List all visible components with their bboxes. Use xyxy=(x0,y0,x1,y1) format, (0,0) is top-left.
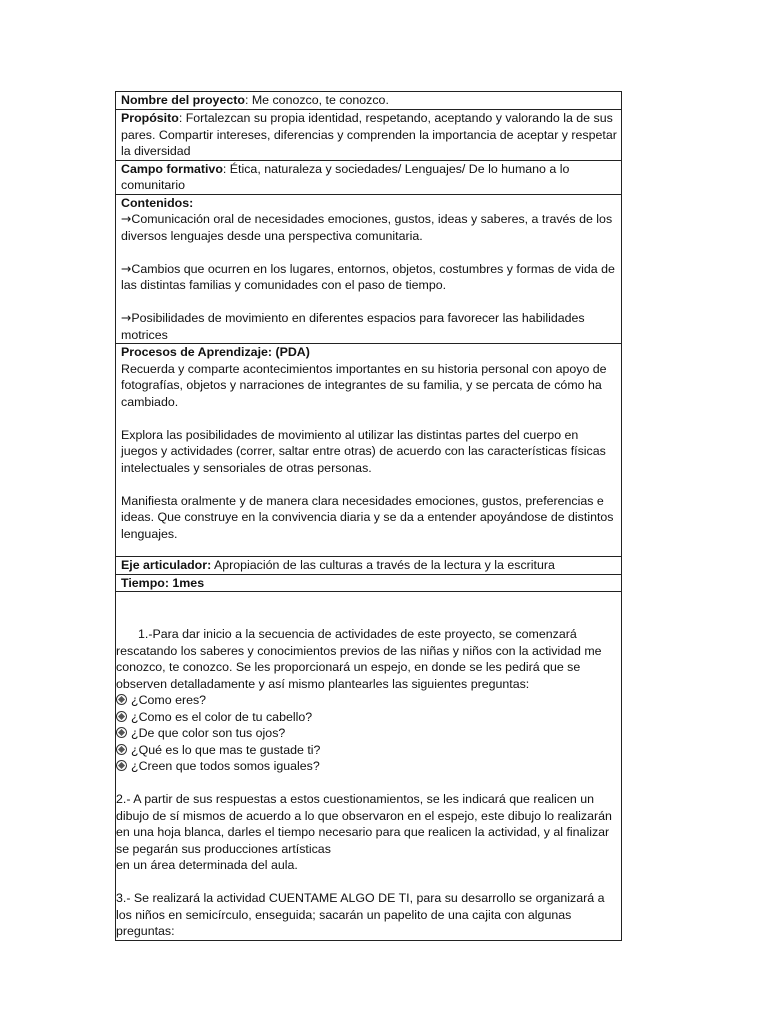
cell-activities xyxy=(116,592,622,941)
field-value: : Ética, naturaleza y sociedades/ Lenguajes/ De lo humano a lo comunitario xyxy=(121,161,570,192)
cell-contents xyxy=(116,194,622,344)
row-pda xyxy=(116,344,622,557)
bullet-icon xyxy=(116,711,127,722)
axis-label: Eje articulador: xyxy=(121,558,212,572)
list-item: ¿Como eres? xyxy=(116,692,619,709)
contents-label: Contenidos: xyxy=(121,195,194,210)
pda-label: Procesos de Aprendizaje: (PDA) xyxy=(121,345,310,359)
row-activities xyxy=(116,592,622,941)
content-item: →Posibilidades de movimiento en diferentes espacios para favorecer las habilidades motrices xyxy=(121,310,585,342)
row-project-name xyxy=(116,92,622,110)
pda-item: Recuerda y comparte acontecimientos importantes en su historia personal con apoyo de fotografías, objetos y narraciones de integrantes de su familia, y se percata de cómo ha cambiado. xyxy=(121,361,607,409)
bullet-icon xyxy=(116,694,127,705)
purpose-value: : Fortalezcan su propia identidad, respetando, aceptando y valorando la de sus pares. Compartir intereses, diferencias y comprenden la importancia de aceptar y respetar la diversidad xyxy=(121,111,617,158)
bullet-icon xyxy=(116,744,127,755)
project-name-value: : Me conozco, te conozco. xyxy=(244,93,389,107)
cell-pda xyxy=(116,344,622,557)
pda-item: Manifiesta oralmente y de manera clara necesidades emociones, gustos, preferencias e ideas. Que construye en la convivencia diaria y se da a entender apoyándose de distintos lenguajes. xyxy=(121,493,614,541)
activity-1: 1.-Para dar inicio a la secuencia de actividades de este proyecto, se comenzará rescatando los saberes y conocimientos previos de las niñas y niños con la actividad me conozco, te conozco. Se les proporcionará un espejo, en donde se les pedirá que se observen detalladamente y así mismo plantearles las siguientes preguntas: xyxy=(116,627,602,691)
content-item: →Cambios que ocurren en los lugares, entornos, objetos, costumbres y formas de vida de las distintas familias y comunidades con el paso de tiempo. xyxy=(121,260,615,292)
pda-item: Explora las posibilidades de movimiento al utilizar las distintas partes del cuerpo en juegos y actividades (correr, saltar entre otras) de acuerdo con las características físicas intelectuales y sensoriales de otras personas. xyxy=(121,427,606,475)
arrow-icon: → xyxy=(121,211,132,226)
row-contents xyxy=(116,194,622,344)
cell-time xyxy=(116,574,622,592)
purpose-label: Propósito xyxy=(121,111,179,125)
axis-value: Apropiación de las culturas a través de la lectura y la escritura xyxy=(211,558,555,572)
activity-2-continued: en un área determinada del aula. xyxy=(116,858,298,872)
row-purpose xyxy=(116,110,622,161)
row-axis xyxy=(116,557,622,575)
cell-axis xyxy=(116,557,622,575)
project-name-label: Nombre del proyecto xyxy=(121,93,245,107)
list-item: ¿Creen que todos somos iguales? xyxy=(116,758,619,775)
arrow-icon: → xyxy=(121,310,132,325)
project-plan-table xyxy=(115,91,622,941)
activity-3: 3.- Se realizará la actividad CUENTAME ALGO DE TI, para su desarrollo se organizará a los niños en semicírculo, enseguida; sacarán un papelito de una cajita con algunas preguntas: xyxy=(116,891,605,938)
row-field xyxy=(116,160,622,194)
activity-2: 2.- A partir de sus respuestas a estos cuestionamientos, se les indicará que realicen un dibujo de sí mismos de acuerdo a lo que observaron en el espejo, este dibujo lo realizarán en una hoja blanca, darles el tiempo necesario para que realicen la actividad, y al finalizar se pegarán sus producciones artísticas xyxy=(116,792,612,856)
field-label: Campo formativo xyxy=(121,161,223,176)
time-label: Tiempo: 1mes xyxy=(121,575,205,590)
list-item: ¿Como es el color de tu cabello? xyxy=(116,709,619,726)
question-list xyxy=(116,692,619,775)
bullet-icon xyxy=(116,760,127,771)
cell-project-name xyxy=(116,92,622,110)
arrow-icon: → xyxy=(121,260,132,276)
bullet-icon xyxy=(116,727,127,738)
cell-field xyxy=(116,160,622,194)
cell-purpose xyxy=(116,110,622,161)
list-item: ¿De que color son tus ojos? xyxy=(116,725,619,742)
content-item: →Comunicación oral de necesidades emociones, gustos, ideas y saberes, a través de los diversos lenguajes desde una perspectiva comunitaria. xyxy=(121,211,613,243)
list-item: ¿Qué es lo que mas te gustade ti? xyxy=(116,742,619,759)
row-time xyxy=(116,574,622,592)
